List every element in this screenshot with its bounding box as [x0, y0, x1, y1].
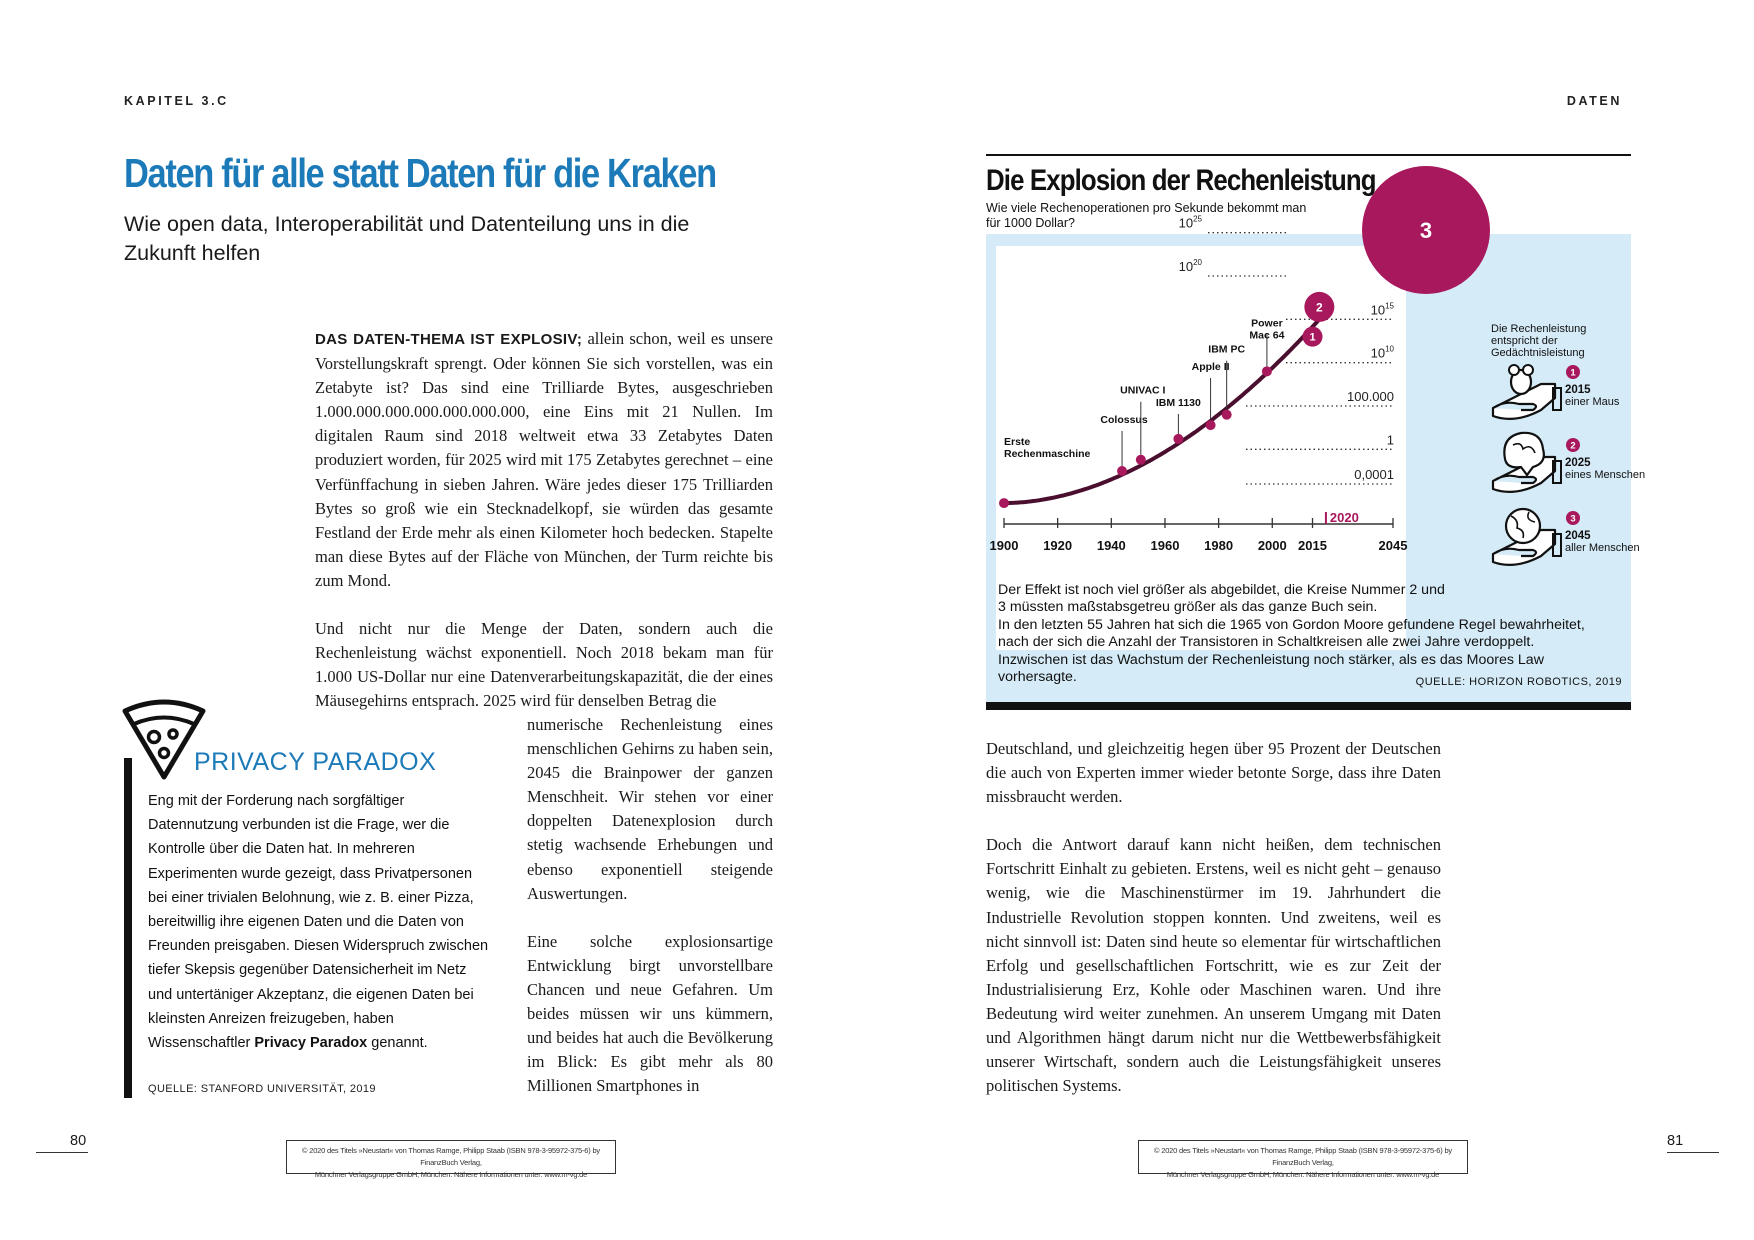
y-tick-label: $10^{15}$ — [1370, 301, 1394, 318]
legend-year: 2015 — [1565, 384, 1591, 396]
footer-line-1: © 2020 des Titels »Neustart« von Thomas Ramge, Philipp Staab (ISBN 978-3-95972-375-6) by FinanzBuch Verlag, — [1154, 1146, 1452, 1167]
machine-point — [1262, 366, 1272, 376]
note-line: In den letzten 55 Jahren hat sich die 1965 von Gordon Moore gefundene Regel bewahrheitet, — [998, 616, 1585, 633]
infographic-title: Die Explosion der Rechenleistung — [986, 164, 1376, 197]
y-tick-label: 100.000 — [1347, 389, 1394, 404]
x-tick-label: 1960 — [1150, 538, 1180, 553]
legend-number: 3 — [1570, 513, 1576, 525]
machine-point — [1136, 455, 1146, 465]
chapter-subtitle: Wie open data, Interoperabilität und Datenteilung uns in die Zukunft helfen — [124, 212, 690, 265]
page-number-rule-left — [36, 1152, 88, 1153]
machine-point — [1206, 420, 1216, 430]
milestone-number: 3 — [1419, 217, 1433, 243]
body-column-right — [986, 737, 1441, 1098]
running-head-left: KAPITEL 3.C — [124, 94, 229, 108]
machine-label: IBM PC — [1208, 343, 1246, 356]
body-column-left-main — [315, 327, 773, 713]
y-tick-label: 1 — [1386, 432, 1394, 448]
legend-number: 1 — [1570, 367, 1576, 379]
legend-text: einer Maus — [1565, 396, 1620, 408]
paragraph-progress: Doch die Antwort darauf kann nicht heißen, dem technischen Fortschritt Einhalt zu gebieten. Erstens, weil es nicht geht – genauso wenig, wie die Maschinenstürmer im 19. Jahrhundert die Industrielle Revolution stoppen konnten. Und zweitens, weil es nicht sinnvoll ist: Daten sind heute so elementar für wirtschaftlichen Erfolg und gesellschaftlichen Fortschritt, wie es zur Zeit der Industrialisierung Erz, Kohle oder Maschinen waren. Und ihre Bedeutung wird weiter zunehmen. An unserem Umgang mit Daten und Algorithmen hängt darum nicht nur die Wettbewerbsfähigkeit unserer Wirtschaft, sondern auch die Leistungsfähigkeit unseres politischen Systems. — [986, 835, 1441, 1096]
paragraph-explosion: Eine solche explosionsartige Entwicklung birgt unvorstellbare Chancen und neue Gefahren. Um beides müssen wir uns kümmern, und beides hat auch die Bevölkerung im Blick: Es gibt mehr als 80 Millionen Smartphones in — [527, 931, 773, 1096]
x-tick-label: 2015 — [1298, 538, 1327, 553]
legend-number: 2 — [1570, 440, 1576, 452]
machine-label: Erste Rechenmaschine — [1004, 436, 1091, 461]
machine-point — [1117, 466, 1127, 476]
note-line: nach der sich die Anzahl der Transistoren in Schaltkreisen alle zwei Jahre verdoppelt. — [998, 634, 1535, 651]
running-head-right: DATEN — [1566, 94, 1622, 108]
footer-line-2: Münchner Verlagsgruppe GmbH, München. Nähere Informationen unter: www.m-vg.de — [314, 1170, 588, 1179]
mouse-ear — [1523, 365, 1533, 375]
infographic-note — [998, 582, 1618, 686]
privacy-term: Privacy Paradox — [254, 1035, 368, 1052]
y-tick-label: $10^{10}$ — [1370, 344, 1394, 361]
copyright-footer-left — [286, 1140, 616, 1179]
y-tick-label: 0,0001 — [1354, 467, 1394, 482]
machine-label: Apple II — [1191, 361, 1230, 374]
footer-line-2: Münchner Verlagsgruppe GmbH, München. Nähere Informationen unter: www.m-vg.de — [1166, 1170, 1440, 1179]
milestone-number: 2 — [1316, 300, 1323, 315]
machine-point — [999, 498, 1009, 508]
infographic-source: QUELLE: HORIZON ROBOTICS, 2019 — [1415, 676, 1622, 688]
machine-point — [1173, 434, 1183, 444]
computing-power-chart — [986, 154, 1646, 624]
footer-line-1: © 2020 des Titels »Neustart« von Thomas Ramge, Philipp Staab (ISBN 978-3-95972-375-6) by FinanzBuch Verlag, — [302, 1146, 600, 1167]
legend-text: eines Menschen — [1565, 469, 1646, 481]
infographic-question: Wie viele Rechenoperationen pro Sekunde bekommt man für 1000 Dollar? — [986, 201, 1307, 230]
privacy-box-title: PRIVACY PARADOX — [194, 748, 437, 776]
paragraph-smartphones-cont: Deutschland, und gleichzeitig hegen über 95 Prozent der Deutschen die auch von Experten immer wieder betonte Sorge, dass ihre Daten missbraucht werden. — [986, 739, 1441, 807]
body-column-left-narrow — [527, 713, 773, 1098]
mouse-ear — [1509, 365, 1519, 375]
copyright-footer-right — [1138, 1140, 1468, 1179]
privacy-box-source: QUELLE: STANFORD UNIVERSITÄT, 2019 — [148, 1083, 376, 1095]
x-tick-label: 1980 — [1204, 538, 1234, 553]
machine-label: IBM 1130 — [1155, 396, 1201, 409]
page-number-right: 81 — [1667, 1133, 1684, 1149]
note-line: Inzwischen ist das Wachstum der Rechenleistung noch stärker, als es das Moores Law — [998, 651, 1544, 668]
paragraph-computing-cont: numerische Rechenleistung eines menschlichen Gehirns zu haben sein, 2045 die Brainpower der ganzen Menschheit. Wir stehen vor einer doppelten Datenexplosion durch stetig wachsende Erhebungen und ebenso exponentiell steigende Auswertungen. — [527, 715, 773, 903]
paragraph-intro-text: allein schon, weil es unsere Vorstellungskraft sprengt. Oder können Sie sich vorstellen, was ein Zetabyte ist? Das sind eine Trilliarde Bytes, ausgeschrieben 1.000.000.000.000.000.000.000, eine Eins mit 21 Nullen. Im digitalen Raum sind 2018 weltweit etwa 33 Zetabytes Daten produziert worden, für 2025 wird mit 175 Zetabytes gerechnet – eine Verfünffachung in sieben Jahren. Wäre jedes dieser 175 Trilliarden Bytes so groß wie ein Stecknadelkopf, sie würden das gesamte Festland der Erde mehr als einen Kilometer hoch bedecken. Stapelte man diese Bytes auf der Fläche von München, der Turm reichte bis zum Mond. — [315, 329, 774, 590]
machine-point — [1222, 410, 1232, 420]
legend-year: 2025 — [1565, 457, 1591, 469]
x-tick-label: 1940 — [1096, 538, 1126, 553]
paragraph-intro — [315, 327, 773, 593]
privacy-text-before: Eng mit der Forderung nach sorgfältiger Datennutzung verbunden ist die Frage, wer die Kontrolle über die Daten hat. In mehreren Experimenten wurde gezeigt, dass Privatpersonen bei einer trivialen Belohnung, wie z. B. einer Pizza, bereitwillig ihre eigenen Daten und die Daten von Freunden preisgaben. Diesen Widerspruch zwischen tiefer Skepsis gegenüber Datensicherheit im Netz und untertäniger Akzeptanz, die eigenen Daten bei kleinsten Anreizen freizugeben, haben Wissenschaftler — [148, 793, 489, 1052]
machine-label: Colossus — [1100, 414, 1148, 426]
page-number-rule-right — [1667, 1152, 1719, 1153]
current-year-label: 2020 — [1329, 510, 1359, 525]
y-tick-label: $10^{20}$ — [1178, 258, 1202, 274]
privacy-box-text — [148, 789, 493, 1055]
lead-in: DAS DATEN-THEMA IST EXPLOSIV; — [315, 331, 583, 348]
x-tick-label: 2045 — [1378, 538, 1408, 553]
y-tick-label: $10^{25}$ — [1178, 214, 1202, 231]
legend-text: aller Menschen — [1565, 542, 1640, 554]
note-line: 3 müssten maßstabsgetreu größer als das ganze Buch sein. — [998, 599, 1378, 616]
paragraph-computing: Und nicht nur die Menge der Daten, sondern auch die Rechenleistung wächst exponentiell. Noch 2018 bekam man für 1.000 US-Dollar nur eine Datenverarbeitungskapazität, die der eines Mäusegehirns entsprach. 2025 wird für denselben Betrag die — [315, 619, 773, 711]
milestone-number: 1 — [1309, 331, 1316, 344]
infographic-bottom-bar — [986, 702, 1631, 710]
x-tick-label: 1900 — [989, 538, 1019, 553]
page-number-left: 80 — [70, 1133, 87, 1149]
legend-title: Die Rechenleistung entspricht der Gedächtnisleistung — [1491, 323, 1587, 359]
machine-label: Power Mac 64 — [1249, 317, 1285, 342]
privacy-text-after: genannt. — [371, 1035, 428, 1052]
note-line: vorhersagte. — [998, 669, 1077, 686]
x-tick-label: 2000 — [1257, 538, 1287, 553]
x-tick-label: 1920 — [1043, 538, 1073, 553]
machine-label: UNIVAC I — [1120, 384, 1166, 397]
legend-year: 2045 — [1565, 530, 1591, 542]
note-line: Der Effekt ist noch viel größer als abgebildet, die Kreise Nummer 2 und — [998, 582, 1445, 598]
chapter-title: Daten für alle statt Daten für die Kraken — [124, 150, 716, 196]
